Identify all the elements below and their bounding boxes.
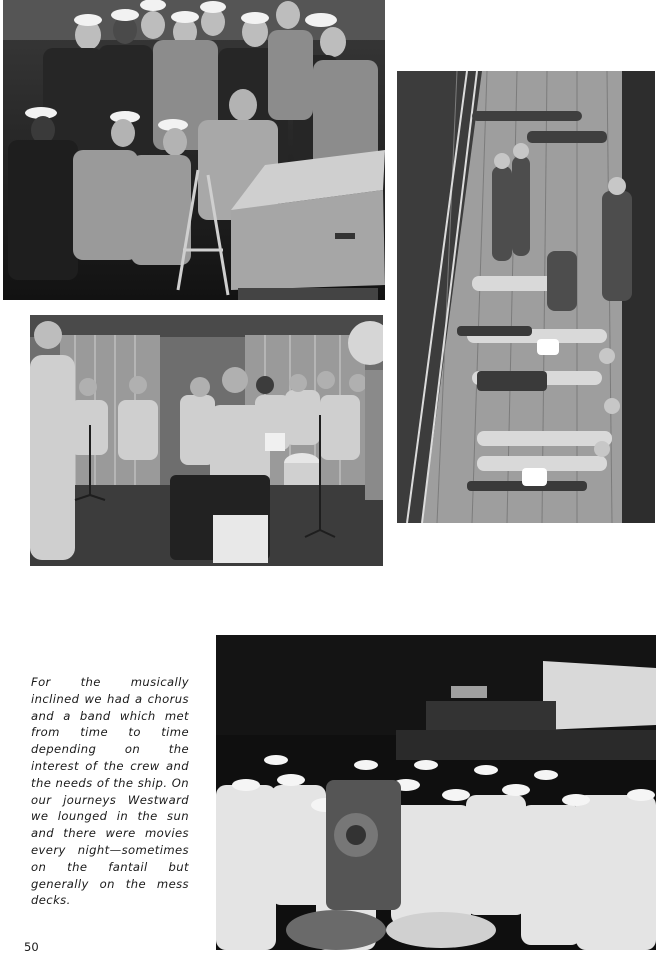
chorus-photo [3,0,385,300]
page-number: 50 [24,940,39,954]
movie-photo [216,635,656,950]
photo-caption: For the musically inclined we had a chorus and a band which met from time to time depending on the interest of the crew and the needs of the ship. On our journeys Westward we lounged in the sun and there were movies every night—sometimes on the fantail but generally on the mess decks. [31,675,189,908]
deck-photo [397,71,655,523]
band-photo [30,315,383,566]
